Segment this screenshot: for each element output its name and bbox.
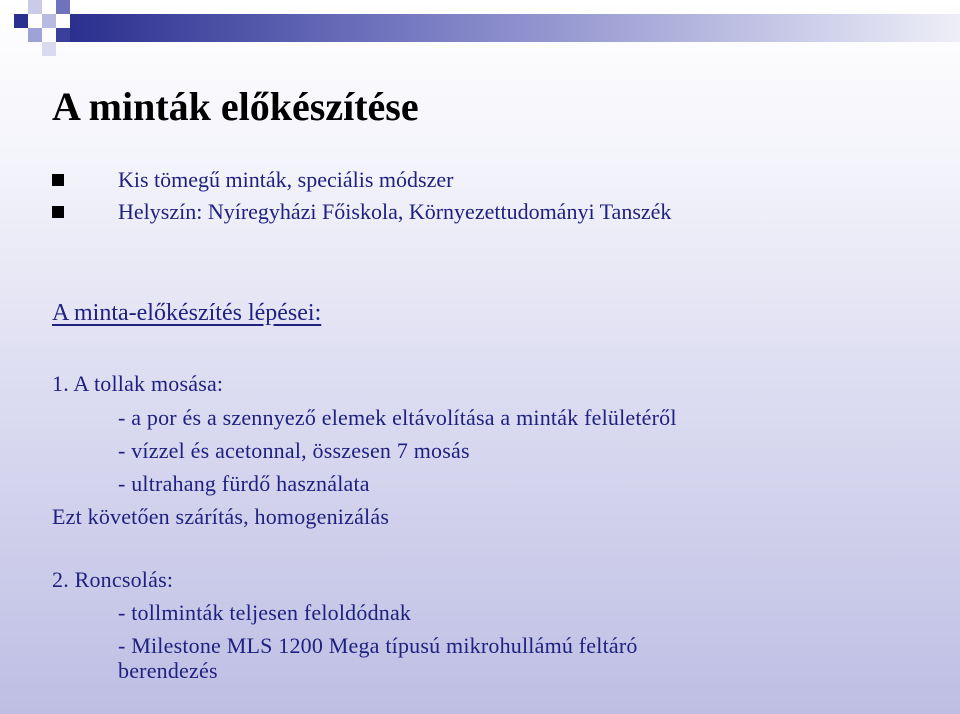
- slide-title: A minták előkészítése: [52, 84, 419, 129]
- header-decoration: [0, 0, 960, 60]
- step1-detail: - vízzel és acetonnal, összesen 7 mosás: [118, 438, 470, 463]
- step1-heading: 1. A tollak mosása:: [52, 371, 224, 396]
- decor-square: [56, 0, 70, 14]
- steps-heading: A minta-előkészítés lépései:: [52, 300, 322, 326]
- step2-detail: - tollminták teljesen feloldódnak: [118, 600, 412, 625]
- decor-square: [14, 14, 28, 28]
- step1-detail: - a por és a szennyező elemek eltávolítása a minták felületéről: [118, 405, 677, 430]
- decor-square: [42, 42, 56, 56]
- bullet-text: Helyszín: Nyíregyházi Főiskola, Környezettudományi Tanszék: [118, 199, 672, 224]
- decor-square: [28, 0, 42, 14]
- decor-square: [56, 28, 70, 42]
- step2-detail: berendezés: [118, 658, 218, 683]
- bullet-text: Kis tömegű minták, speciális módszer: [118, 167, 454, 192]
- bullet-item: [52, 198, 671, 226]
- step1-followup: Ezt követően szárítás, homogenizálás: [52, 504, 390, 529]
- step2-detail: - Milestone MLS 1200 Mega típusú mikrohullámú feltáró: [118, 633, 638, 658]
- header-bar: [70, 14, 960, 42]
- square-bullet-icon: [52, 206, 64, 218]
- step1-detail: - ultrahang fürdő használata: [118, 471, 370, 496]
- square-bullet-icon: [52, 174, 64, 186]
- decor-square: [28, 28, 42, 42]
- step2-heading: 2. Roncsolás:: [52, 567, 174, 592]
- bullet-item: [52, 166, 453, 194]
- decor-square: [42, 14, 56, 28]
